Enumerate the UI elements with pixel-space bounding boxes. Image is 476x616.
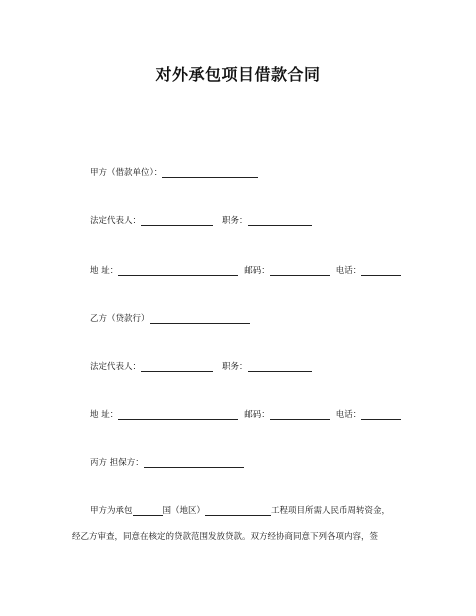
project-blank[interactable] [205, 505, 271, 516]
position-label-b: 职务： [222, 362, 248, 372]
zip-blank-b[interactable] [270, 409, 330, 420]
phone-label-a: 电话： [335, 266, 362, 276]
party-c-line [90, 456, 244, 468]
position-blank-b[interactable] [248, 361, 312, 372]
zip-label-a: 邮码： [244, 266, 270, 276]
representative-line-a [90, 214, 312, 226]
representative-label-a: 法定代表人： [90, 216, 142, 226]
phone-blank-b[interactable] [361, 409, 401, 420]
representative-blank-b[interactable] [141, 361, 213, 372]
address-label-a: 地 址： [90, 266, 119, 276]
party-c-label: 丙方 担保方： [90, 458, 144, 468]
zip-label-b: 邮码： [244, 410, 270, 420]
position-label-a: 职务： [222, 216, 248, 226]
phone-label-b: 电话： [335, 410, 362, 420]
address-blank-b[interactable] [118, 409, 238, 420]
party-a-blank[interactable] [162, 167, 258, 178]
country-blank[interactable] [133, 505, 163, 516]
paragraph-text-1c: 工程项目所需人民币周转资金， [271, 506, 391, 516]
zip-blank-a[interactable] [270, 265, 330, 276]
position-blank-a[interactable] [248, 215, 312, 226]
body-paragraph-line-2: 经乙方审查，同意在核定的贷款范围发放贷款。双方经协商同意下列各项内容，签 [72, 532, 379, 542]
address-label-b: 地 址： [90, 410, 119, 420]
address-blank-a[interactable] [118, 265, 238, 276]
representative-blank-a[interactable] [141, 215, 213, 226]
address-line-a [90, 264, 401, 276]
party-c-blank[interactable] [144, 457, 244, 468]
document-title: 对外承包项目借款合同 [155, 65, 321, 84]
party-a-line [90, 166, 258, 178]
paragraph-text-1b: 国（地区） [162, 506, 206, 516]
representative-line-b [90, 360, 312, 372]
phone-blank-a[interactable] [361, 265, 401, 276]
paragraph-text-1a: 甲方为承包 [90, 506, 133, 516]
party-b-blank[interactable] [150, 313, 250, 324]
party-b-line [90, 312, 250, 324]
body-paragraph-line-1 [90, 504, 390, 516]
party-a-label: 甲方（借款单位）： [90, 168, 163, 178]
address-line-b [90, 408, 401, 420]
party-b-label: 乙方（贷款行） [90, 314, 150, 324]
representative-label-b: 法定代表人： [90, 362, 142, 372]
